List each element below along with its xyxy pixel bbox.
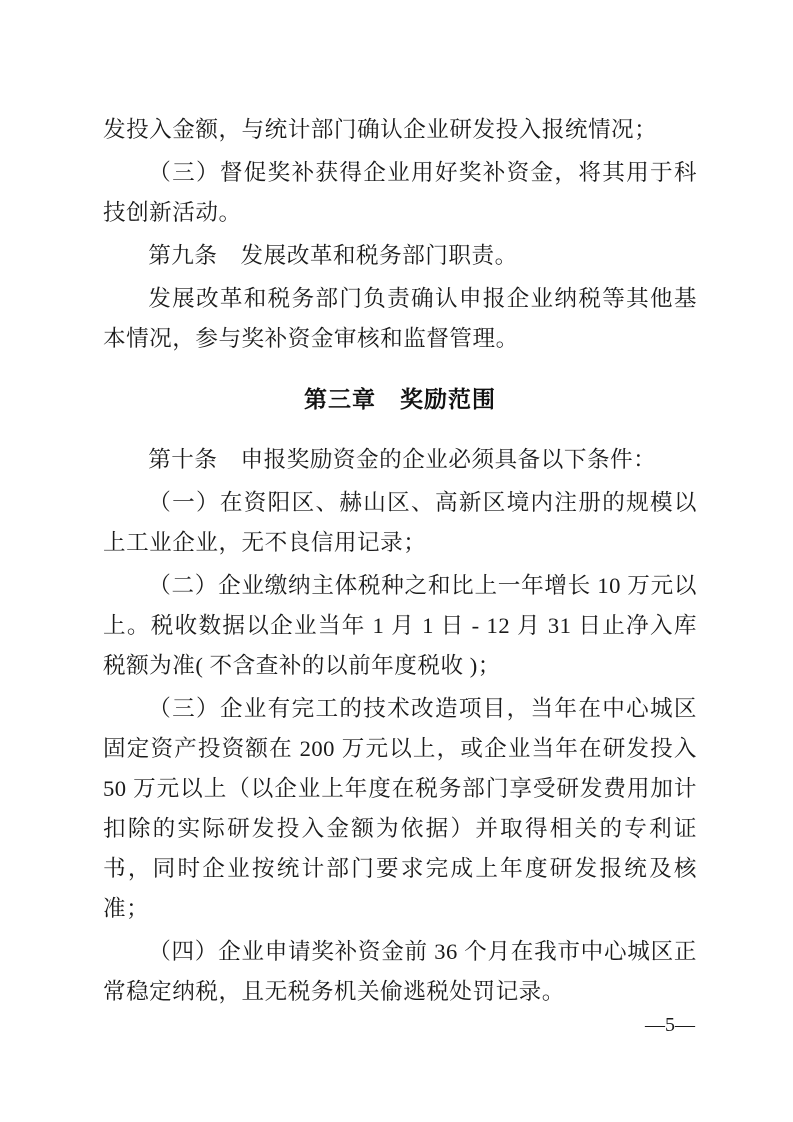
paragraph-condition-3: （三）企业有完工的技术改造项目，当年在中心城区固定资产投资额在 200 万元以上，或企业当年在研发投入 50 万元以上（以企业上年度在税务部门享受研发费用加计扣除的实际研发投入金额为依据）并取得相关的专利证书，同时企业按统计部门要求完成上年度研发报统及核准； [103, 696, 697, 921]
paragraph-article-10: 第十条 申报奖励资金的企业必须具备以下条件： [148, 447, 657, 472]
paragraph-condition-2: （二）企业缴纳主体税种之和比上一年增长 10 万元以上。税收数据以企业当年 1 月 1 日 - 12 月 31 日止净入库税额为准( 不含查补的以前年度税收 )； [103, 573, 697, 678]
page-number: —5— [645, 1014, 695, 1036]
paragraph-article-9: 第九条 发展改革和税务部门职责。 [148, 243, 518, 268]
paragraph-condition-1: （一）在资阳区、赫山区、高新区境内注册的规模以上工业企业，无不良信用记录； [103, 490, 697, 555]
paragraph-continuation: 发投入金额，与统计部门确认企业研发投入报统情况； [103, 117, 658, 142]
paragraph-condition-4: （四）企业申请奖补资金前 36 个月在我市中心城区正常稳定纳税，且无税务机关偷逃税处罚记录。 [103, 939, 697, 1004]
paragraph-item-3-duties: （三）督促奖补获得企业用好奖补资金，将其用于科技创新活动。 [103, 160, 697, 225]
chapter-3-heading: 第三章 奖励范围 [304, 386, 496, 412]
paragraph-article-9-body: 发展改革和税务部门负责确认申报企业纳税等其他基本情况，参与奖补资金审核和监督管理。 [103, 286, 697, 351]
document-body [103, 110, 697, 1015]
